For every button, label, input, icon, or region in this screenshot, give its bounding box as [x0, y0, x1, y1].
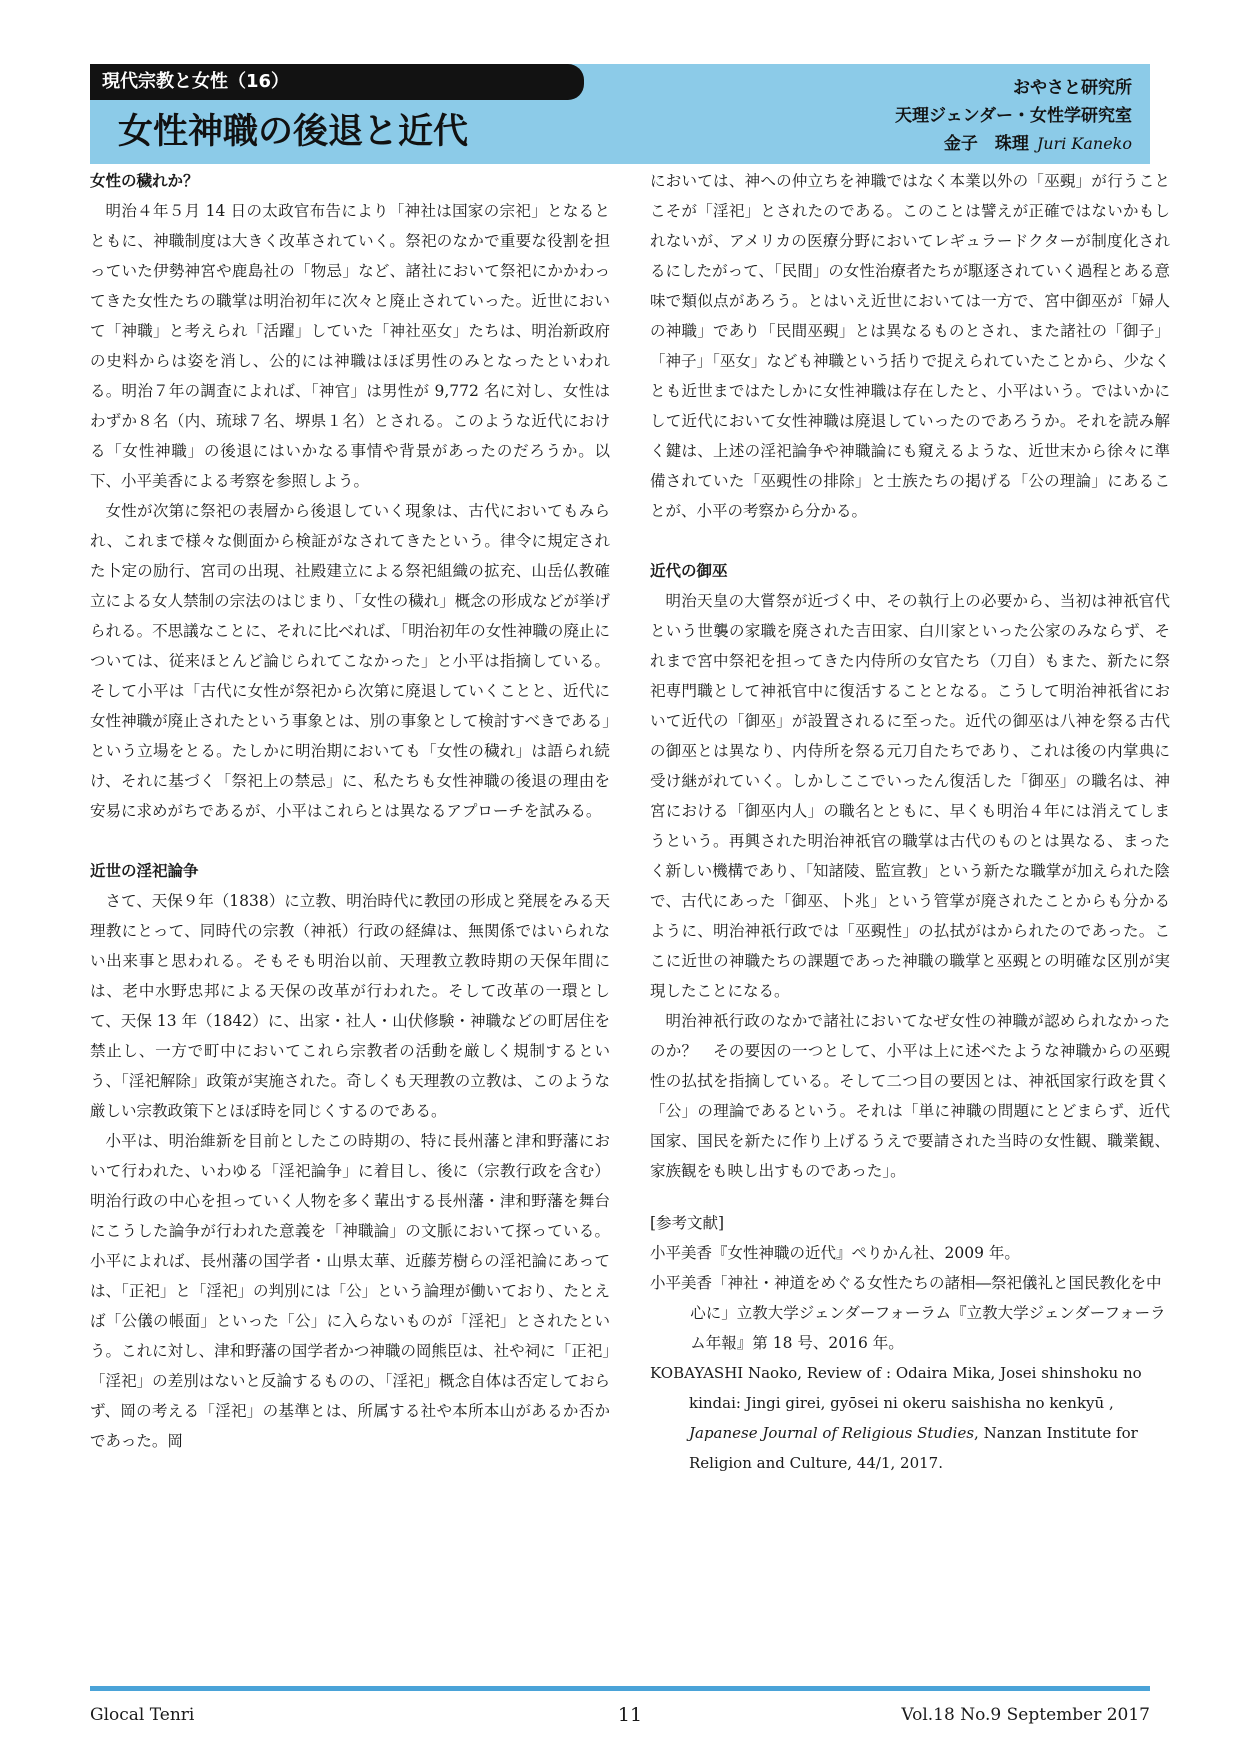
author-line — [895, 130, 1132, 158]
paragraph: 小平は、明治維新を目前としたこの時期の、特に長州藩と津和野藩において行われた、いわゆる「淫祀論争」に着目し、後に（宗教行政を含む）明治行政の中心を担っていく人物を多く輩出する長州藩・津和野藩を舞台にこうした論争が行われた意義を「神職論」の文脈において探っている。小平によれば、長州藩の国学者・山県太華、近藤芳樹らの淫祀論にあっては、「正祀」と「淫祀」の判別には「公」という論理が働いており、たとえば「公儀の帳面」といった「公」に入らないものが「淫祀」とされたという。これに対し、津和野藩の国学者かつ神職の岡熊臣は、社や祠に「正祀」「淫祀」の差別はないと反論するものの、「淫祀」概念自体は否定しておらず、岡の考える「淫祀」の基準とは、所属する社や本所本山があるか否かであった。岡 — [90, 1132, 610, 1450]
paragraph: においては、神への仲立ちを神職ではなく本業以外の「巫覡」が行うことこそが「淫祀」とされたのである。このことは譬えが正確ではないかもしれないが、アメリカの医療分野においてレギュラードクターが制度化されるにしたがって、「民間」の女性治療者たちが駆逐されていく過程とある意味で類似点があろう。とはいえ近世においては一方で、宮中御巫が「婦人の神職」であり「民間巫覡」とは異なるものとされ、また諸社の「御子」「神子」「巫女」なども神職という括りで捉えられていたことから、少なくとも近世まではたしかに女性神職は存在したと、小平はいう。ではいかにして近代において女性神職は廃退していったのであろうか。それを読み解く鍵は、上述の淫祀論争や神職論にも窺えるような、近世末から徐々に準備されていた「巫覡性の排除」と士族たちの掲げる「公の理論」にあることが、小平の考察から分かる。 — [650, 172, 1170, 520]
paragraph: さて、天保９年（1838）に立教、明治時代に教団の形成と発展をみる天理教にとって、同時代の宗教（神祇）行政の経緯は、無関係ではいられない出来事と思われる。そもそも明治以前、天理教立教時期の天保年間には、老中水野忠邦による天保の改革が行われた。そして改革の一環として、天保 13 年（1842）に、出家・社人・山伏修験・神職などの町居住を禁止し、一方で町中においてこれら宗教者の活動を厳しく規制するという、「淫祀解除」政策が実施された。奇しくも天理教の立教は、このような厳しい宗教政策下とほぼ時を同じくするのである。 — [90, 892, 610, 1120]
right-column — [650, 166, 1170, 1478]
reference-item — [650, 1358, 1170, 1478]
paragraph: 明治天皇の大嘗祭が近づく中、その執行上の必要から、当初は神祇官代という世襲の家職を廃された吉田家、白川家といった公家のみならず、それまで宮中祭祀を担ってきた内侍所の女官たち（刀自）もまた、新たに祭祀専門職として神祇官中に復活することとなる。こうして明治神祇省において近代の「御巫」が設置されるに至った。近代の御巫は八神を祭る古代の御巫とは異なり、内侍所を祭る元刀自たちであり、これは後の内掌典に受け継がれていく。しかしここでいったん復活した「御巫」の職名は、神宮における「御巫内人」の職名とともに、早くも明治４年には消えてしまうという。再興された明治神祇官の職掌は古代のものとは異なる、まったく新しい機構であり、「知諸陵、監宣教」という新たな職掌が加えられた陰で、古代にあった「御巫、卜兆」という管掌が廃されたことからも分かるように、明治神祇行政では「巫覡性」の払拭がはかられたのであった。ここに近世の神職たちの課題であった神職の職掌と巫覡との明確な区別が実現したことになる。 — [650, 592, 1170, 1000]
series-label: 現代宗教と女性（16） — [102, 71, 290, 92]
article-title: 女性神職の後退と近代 — [118, 112, 469, 152]
footer-issue: Vol.18 No.9 September 2017 — [901, 1705, 1150, 1725]
author-name-latin: Juri Kaneko — [1036, 134, 1132, 153]
author-block — [895, 74, 1132, 158]
footer-rule — [90, 1686, 1150, 1691]
author-name-jp: 金子 珠理 — [943, 134, 1029, 154]
references-heading: [参考文献] — [650, 1214, 725, 1232]
section-heading-inshi-debate: 近世の淫祀論争 — [90, 862, 199, 880]
article-header — [90, 64, 1150, 164]
series-tab — [90, 64, 584, 100]
lab-name: 天理ジェンダー・女性学研究室 — [895, 106, 1132, 126]
paragraph: 明治４年５月 14 日の太政官布告により「神社は国家の宗祀」となるとともに、神職制度は大きく改革されていく。祭祀のなかで重要な役割を担っていた伊勢神宮や鹿島社の「物忌」など、諸社において祭祀にかかわってきた女性たちの職掌は明治初年に次々と廃止されていった。近世において「神職」と考えられ「活躍」していた「神社巫女」たちは、明治新政府の史料からは姿を消し、公的には神職はほぼ男性のみとなったといわれる。明治７年の調査によれば、「神官」は男性が 9,772 名に対し、女性はわずか８名（内、琉球７名、堺県１名）とされる。このような近代における「女性神職」の後退にはいかなる事情や背景があったのだろうか。以下、小平美香による考察を参照しよう。 — [90, 202, 610, 490]
reference-item: 小平美香「神社・神道をめぐる女性たちの諸相―祭祀儀礼と国民教化を中心に」立教大学ジェンダーフォーラム『立教大学ジェンダーフォーラム年報』第 18 号、2016 年。 — [650, 1274, 1166, 1352]
reference-item: 小平美香『女性神職の近代』ぺりかん社、2009 年。 — [650, 1244, 1020, 1262]
footer-journal-name: Glocal Tenri — [90, 1705, 195, 1725]
paragraph: 女性が次第に祭祀の表層から後退していく現象は、古代においてもみられ、これまで様々な側面から検証がなされてきたという。律令に規定された卜定の励行、宮司の出現、社殿建立による祭祀組織の拡充、山岳仏教確立による女人禁制の宗法のはじまり、「女性の穢れ」概念の形成などが挙げられる。不思議なことに、それに比べれば、「明治初年の女性神職の廃止については、従来ほとんど論じられてこなかった」と小平は指摘している。そして小平は「古代に女性が祭祀から次第に廃退していくことと、近代に女性神職が廃止されたという事象とは、別の事象として検討すべきである」という立場をとる。たしかに明治期においても「女性の穢れ」は語られ続け、それに基づく「祭祀上の禁忌」に、私たちも女性神職の後退の理由を安易に求めがちであるが、小平はこれらとは異なるアプローチを試みる。 — [90, 502, 610, 820]
page-number: 11 — [617, 1704, 643, 1726]
reference-text: , Nanzan Institute for Religion and Culture, 44/1, 2017. — [689, 1424, 1138, 1472]
section-heading-impurity: 女性の穢れか？ — [90, 172, 199, 190]
reference-journal: Japanese Journal of Religious Studies — [689, 1424, 975, 1442]
left-column — [90, 166, 610, 1456]
reference-text: KOBAYASHI Naoko, Review of : Odaira Mika, Josei shinshoku no kindai: Jingi girei, gyōsei ni okeru saishisha no kenkyū , — [650, 1364, 1142, 1412]
paragraph: 明治神祇行政のなかで諸社においてなぜ女性の神職が認められなかったのか？ その要因の一つとして、小平は上に述べたような神職からの巫覡性の払拭を指摘している。そして二つ目の要因とは、神祇国家行政を貫く「公」の理論であるという。それは「単に神職の問題にとどまらず、近代国家、国民を新たに作り上げるうえで要請された当時の女性観、職業観、家族観をも映し出すものであった」。 — [650, 1012, 1170, 1180]
institute-name: おやさと研究所 — [1013, 78, 1132, 98]
section-heading-mikannagi: 近代の御巫 — [650, 562, 728, 580]
